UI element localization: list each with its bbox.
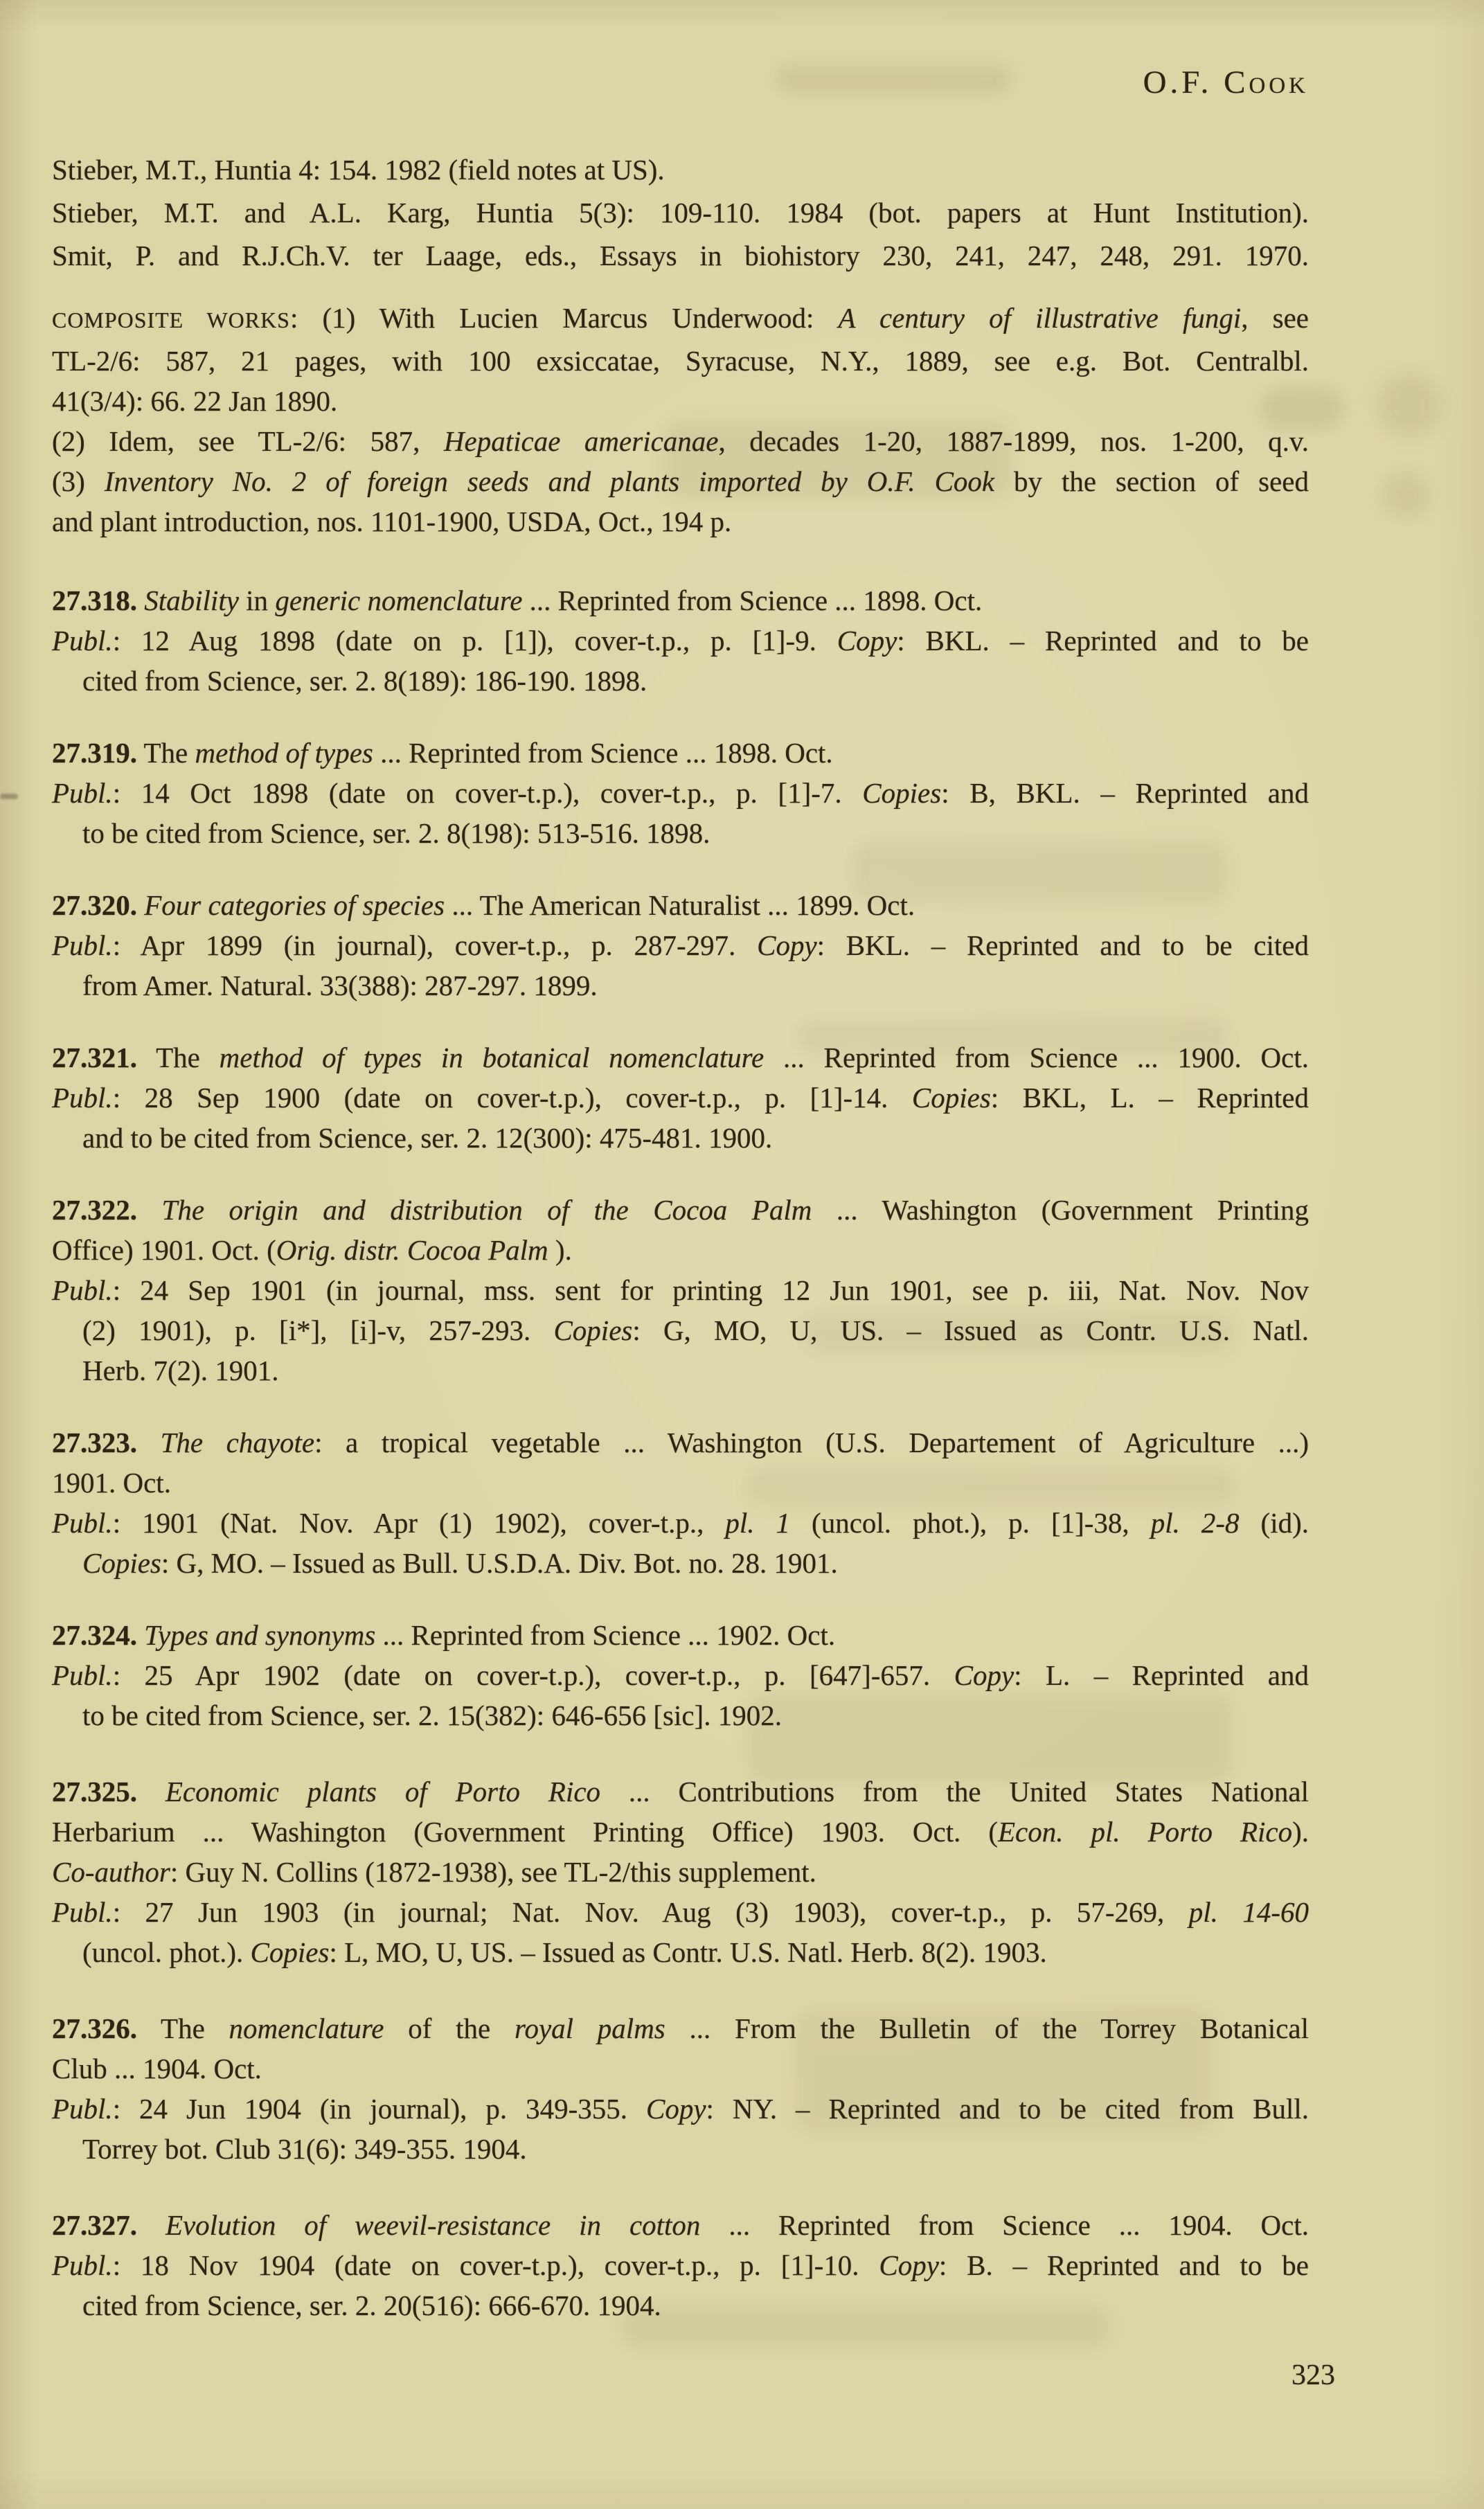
text-line: cited from Science, ser. 2. 20(516): 666-670. 1904. [82,2289,661,2321]
text-line: 27.320. Four categories of species ... The American Naturalist ... 1899. Oct. [52,889,915,921]
paper-stain [1378,374,1440,436]
reference-list [52,148,1309,277]
running-head: O.F. Cook [1143,64,1309,100]
text-line: Office) 1901. Oct. (Orig. distr. Cocoa Palm ). [52,1234,572,1266]
text-line: Stieber, M.T. and A.L. Karg, Huntia 5(3): 109-110. 1984 (bot. papers at Hunt Institution). [52,197,1309,229]
text-line: Publ.: 14 Oct 1898 (date on cover-t.p.), cover-t.p., p. [1]-7. Copies: B, BKL. – Reprinted and [52,777,1309,809]
text-line: Publ.: 25 Apr 1902 (date on cover-t.p.), cover-t.p., p. [647]-657. Copy: L. – Reprinted and [52,1659,1309,1691]
entry-27-327 [52,2205,1309,2325]
text-line: from Amer. Natural. 33(388): 287-297. 1899. [82,970,598,1001]
entry-27-320 [52,885,1309,1006]
text-line: Herb. 7(2). 1901. [82,1355,279,1386]
text-line: 27.327. Evolution of weevil-resistance in cotton ... Reprinted from Science ... 1904. Oct. [52,2209,1309,2241]
text-line: Co-author: Guy N. Collins (1872-1938), see TL-2/this supplement. [52,1856,816,1888]
entry-27-326 [52,2008,1309,2169]
text-line: Publ.: 18 Nov 1904 (date on cover-t.p.), cover-t.p., p. [1]-10. Copy: B. – Reprinted and to be [52,2249,1309,2281]
text-line: Club ... 1904. Oct. [52,2053,262,2084]
text-line: Publ.: 27 Jun 1903 (in journal; Nat. Nov. Aug (3) 1903), cover-t.p., p. 57-269, pl. 14-60 [52,1896,1309,1928]
entry-27-318 [52,580,1309,701]
page-number: 323 [1291,2359,1335,2391]
text-line: (2) Idem, see TL-2/6: 587, Hepaticae americanae, decades 1-20, 1887-1899, nos. 1-200, q.v. [52,425,1309,457]
entry-27-325 [52,1771,1309,1972]
text-line: to be cited from Science, ser. 2. 8(198): 513-516. 1898. [82,817,710,849]
text-line: and plant introduction, nos. 1101-1900, USDA, Oct., 194 p. [52,506,732,537]
text-line: TL-2/6: 587, 21 pages, with 100 exsiccatae, Syracuse, N.Y., 1889, see e.g. Bot. Centralbl. [52,345,1309,377]
text-line: Smit, P. and R.J.Ch.V. ter Laage, eds., Essays in biohistory 230, 241, 247, 248, 291. 1970. [52,240,1309,271]
text-line: Stieber, M.T., Huntia 4: 154. 1982 (field notes at US). [52,154,665,186]
text-line: (3) Inventory No. 2 of foreign seeds and plants imported by O.F. Cook by the section of seed [52,465,1309,497]
text-line: and to be cited from Science, ser. 2. 12(300): 475-481. 1900. [82,1122,773,1154]
text-line: cited from Science, ser. 2. 8(189): 186-190. 1898. [82,665,647,697]
text-line: 27.325. Economic plants of Porto Rico ... Contributions from the United States National [52,1776,1309,1807]
text-line: Publ.: Apr 1899 (in journal), cover-t.p., p. 287-297. Copy: BKL. – Reprinted and to be cited [52,929,1309,961]
text-line: 27.322. The origin and distribution of the Cocoa Palm ... Washington (Government Printing [52,1194,1309,1226]
text-line: 27.318. Stability in generic nomenclature ... Reprinted from Science ... 1898. Oct. [52,584,983,616]
text-line: Publ.: 28 Sep 1900 (date on cover-t.p.), cover-t.p., p. [1]-14. Copies: BKL, L. – Reprinted [52,1082,1309,1114]
text-line: Publ.: 1901 (Nat. Nov. Apr (1) 1902), cover-t.p., pl. 1 (uncol. phot.), p. [1]-38, pl. 2-8 (id). [52,1507,1309,1539]
text-line: 27.319. The method of types ... Reprinted from Science ... 1898. Oct. [52,737,833,769]
text-line: to be cited from Science, ser. 2. 15(382): 646-656 [sic]. 1902. [82,1699,782,1731]
entry-27-324 [52,1615,1309,1735]
entry-27-319 [52,733,1309,853]
text-body [52,148,1309,2325]
paper-stain [1382,471,1430,519]
paper-stain [0,794,18,799]
text-line: Publ.: 12 Aug 1898 (date on p. [1]), cover-t.p., p. [1]-9. Copy: BKL. – Reprinted and to be [52,625,1309,657]
text-line: Publ.: 24 Sep 1901 (in journal, mss. sent for printing 12 Jun 1901, see p. iii, Nat. Nov. Nov [52,1274,1309,1306]
text-line: (2) 1901), p. [i*], [i]-v, 257-293. Copies: G, MO, U, US. – Issued as Contr. U.S. Natl. [82,1314,1309,1346]
text-line: Herbarium ... Washington (Government Printing Office) 1903. Oct. (Econ. pl. Porto Rico). [52,1816,1309,1848]
text-line: 27.323. The chayote: a tropical vegetable ... Washington (U.S. Departement of Agriculture ...) [52,1427,1309,1458]
page-content [52,0,1309,2325]
composite-works [52,298,1309,542]
text-line: 27.324. Types and synonyms ... Reprinted from Science ... 1902. Oct. [52,1619,836,1651]
text-line: 27.326. The nomenclature of the royal palms ... From the Bulletin of the Torrey Botanical [52,2012,1309,2044]
entry-27-323 [52,1422,1309,1583]
text-line: Torrey bot. Club 31(6): 349-355. 1904. [82,2133,527,2165]
text-line: 41(3/4): 66. 22 Jan 1890. [52,385,338,417]
text-line: 1901. Oct. [52,1467,171,1499]
text-line: Publ.: 24 Jun 1904 (in journal), p. 349-355. Copy: NY. – Reprinted and to be cited from Bull. [52,2093,1309,2125]
text-line: COMPOSITE WORKS: (1) With Lucien Marcus Underwood: A century of illustrative fungi, see [52,302,1309,334]
entry-27-322 [52,1190,1309,1391]
text-line: (uncol. phot.). Copies: L, MO, U, US. – Issued as Contr. U.S. Natl. Herb. 8(2). 1903. [82,1936,1047,1968]
text-line: Copies: G, MO. – Issued as Bull. U.S.D.A. Div. Bot. no. 28. 1901. [82,1547,838,1579]
entry-27-321 [52,1037,1309,1158]
text-line: 27.321. The method of types in botanical nomenclature ... Reprinted from Science ... 1900. Oct. [52,1042,1309,1073]
